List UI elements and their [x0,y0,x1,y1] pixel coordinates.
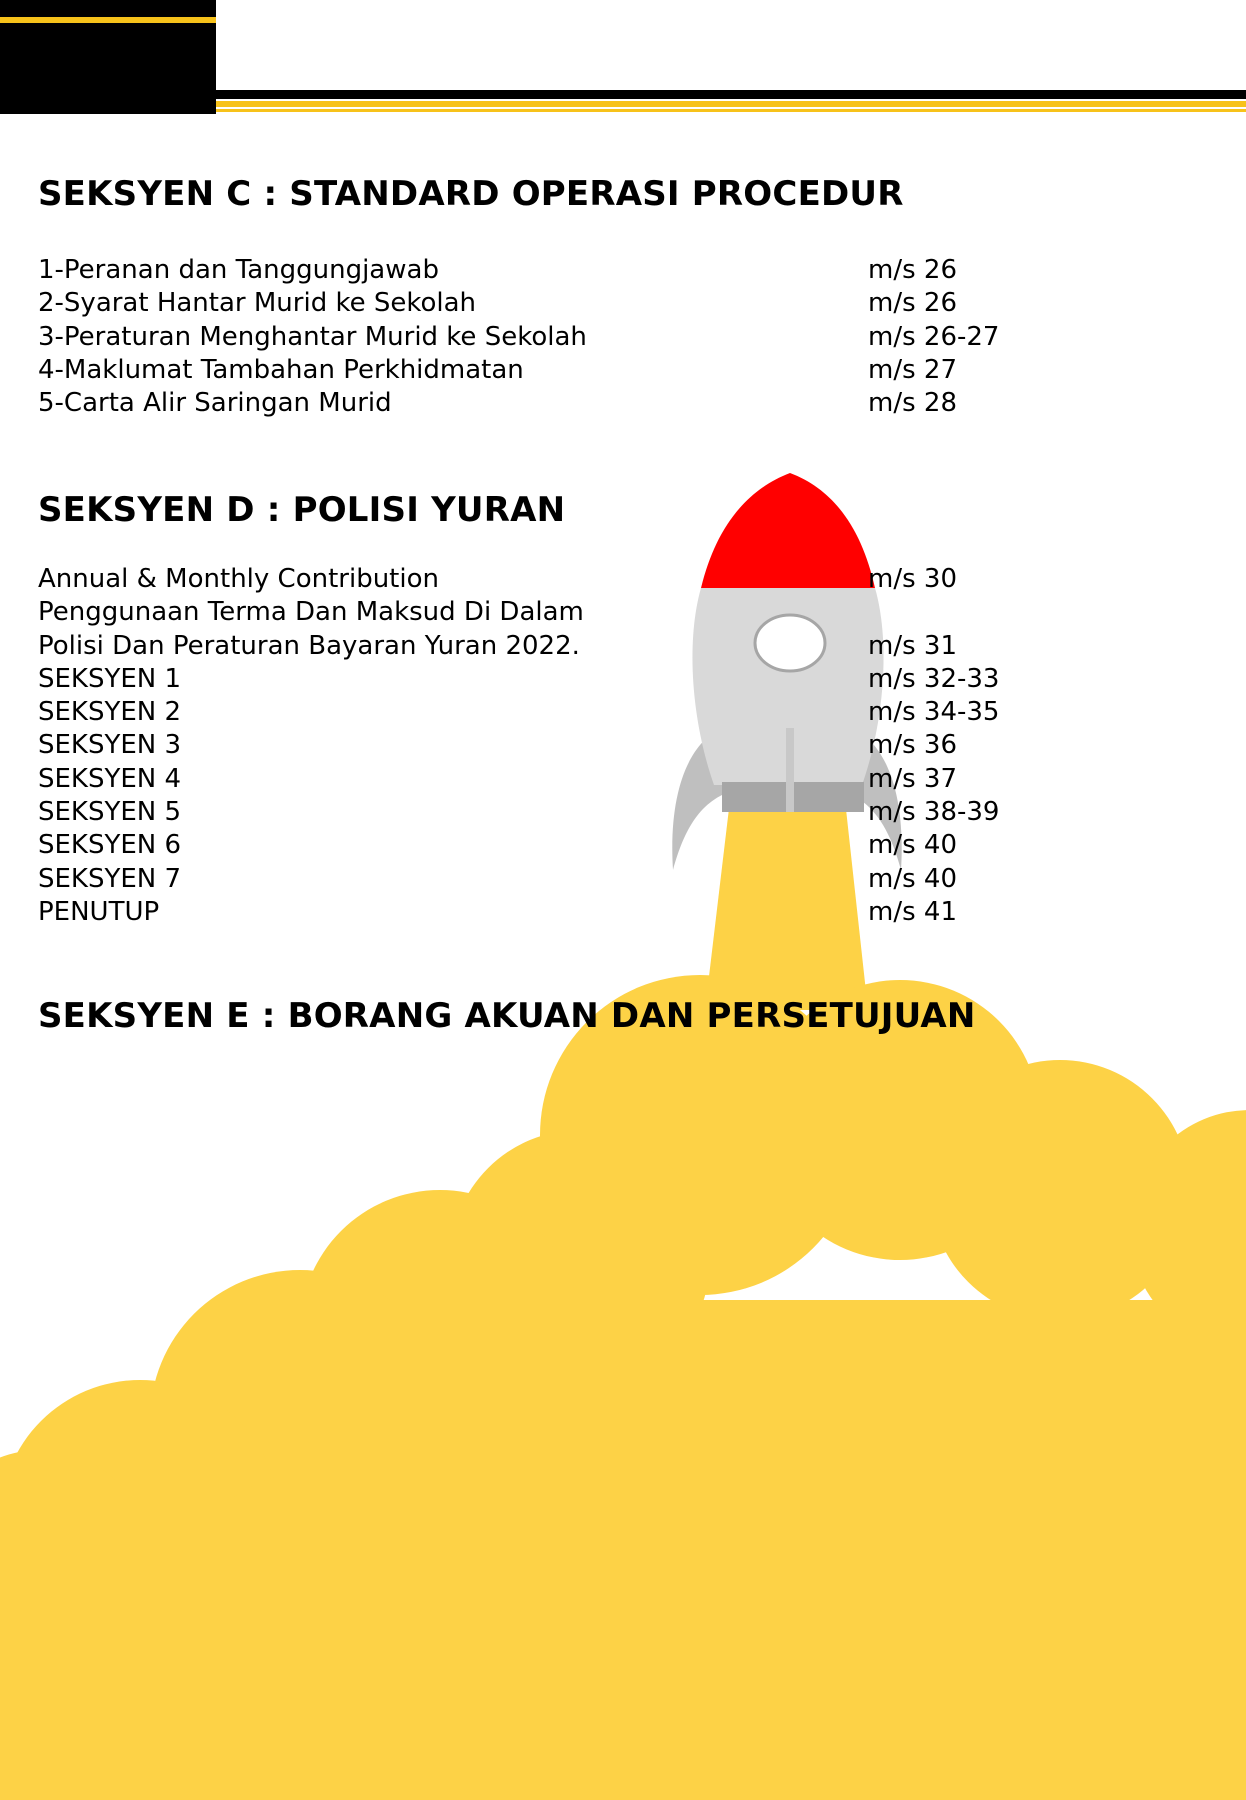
toc-row [38,796,1198,829]
toc-label: PENUTUP [38,896,160,927]
section-e-title: SEKSYEN E : BORANG AKUAN DAN PERSETUJUAN [38,996,976,1036]
toc-label: Annual & Monthly Contribution [38,564,439,594]
section-c-title: SEKSYEN C : STANDARD OPERASI PROCEDUR [38,174,904,214]
toc-label: 3-Peraturan Menghantar Murid ke Sekolah [38,321,587,352]
toc-label: 2-Syarat Hantar Murid ke Sekolah [38,288,477,319]
toc-label: Polisi Dan Peraturan Bayaran Yuran 2022. [38,630,580,661]
toc-row [38,387,1198,420]
toc-row [38,829,1198,862]
toc-page: m/s 30 [868,564,957,594]
toc-page: m/s 38-39 [868,797,1000,828]
toc-page: m/s 34-35 [868,697,1000,728]
toc-page: m/s 31 [868,630,957,661]
toc-row [38,863,1198,896]
toc-label: Penggunaan Terma Dan Maksud Di Dalam [38,597,584,628]
section-d-list [38,563,1198,929]
toc-row [38,287,1198,320]
section-c-list [38,254,1198,420]
toc-label: SEKSYEN 3 [38,730,182,761]
toc-label: 1-Peranan dan Tanggungjawab [38,255,439,285]
toc-page: m/s 36 [868,730,957,761]
toc-row [38,696,1198,729]
toc-label: SEKSYEN 4 [38,763,182,794]
toc-row [38,729,1198,762]
toc-row [38,896,1198,929]
cloud-icon [0,975,1246,1800]
toc-page: m/s 40 [868,830,957,861]
toc-label: 4-Maklumat Tambahan Perkhidmatan [38,354,524,385]
toc-row [38,630,1198,663]
toc-page: m/s 26 [868,255,957,285]
toc-row [38,663,1198,696]
toc-label: SEKSYEN 5 [38,797,182,828]
toc-label: SEKSYEN 6 [38,830,182,861]
toc-page: m/s 26-27 [868,321,1000,352]
toc-row [38,321,1198,354]
toc-page: m/s 28 [868,388,957,419]
toc-label: SEKSYEN 2 [38,697,182,728]
toc-label: 5-Carta Alir Saringan Murid [38,388,392,419]
toc-row [38,763,1198,796]
toc-row [38,354,1198,387]
toc-page: m/s 40 [868,863,957,894]
toc-row [38,563,1198,596]
section-d-title: SEKSYEN D : POLISI YURAN [38,490,566,530]
toc-label: SEKSYEN 1 [38,663,182,694]
toc-label: SEKSYEN 7 [38,863,182,894]
toc-row [38,596,1198,629]
toc-page: m/s 26 [868,288,957,319]
toc-page: m/s 27 [868,354,957,385]
toc-page: m/s 41 [868,896,957,927]
toc-page: m/s 32-33 [868,663,1000,694]
toc-page: m/s 37 [868,763,957,794]
toc-row [38,254,1198,287]
